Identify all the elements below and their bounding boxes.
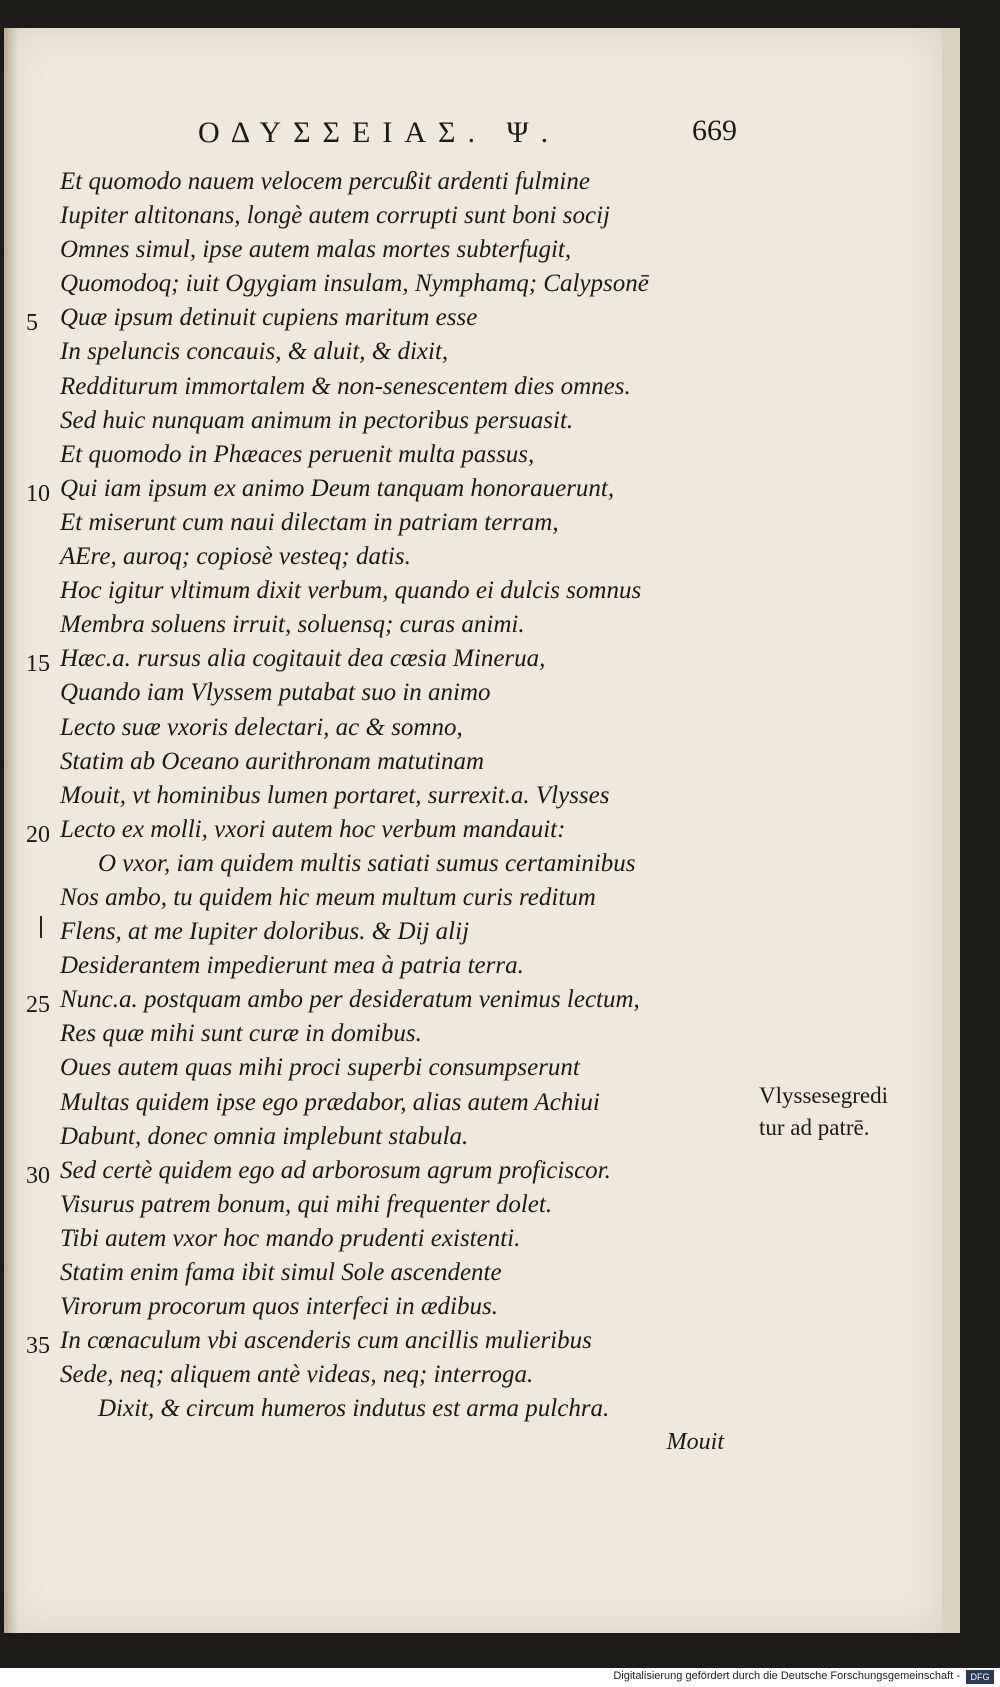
catchword-line <box>4 1429 942 1463</box>
verse-line <box>4 509 942 543</box>
verse-line <box>4 338 942 372</box>
verse-line-text: Statim ab Oceano aurithronam matutinam <box>60 747 485 775</box>
verse-line <box>4 1157 942 1191</box>
verse-line <box>4 407 942 441</box>
verse-line-text: Hoc igitur vltimum dixit verbum, quando ei dulcis somnus <box>60 577 642 605</box>
verse-line <box>4 373 942 407</box>
footer-credit: Digitalisierung gefördert durch die Deutsche Forschungsgemeinschaft - <box>613 1670 960 1682</box>
verse-line-text: Dabunt, donec omnia implebunt stabula. <box>60 1122 469 1150</box>
page-edge <box>942 28 960 1633</box>
verse-line-text: Quando iam Vlyssem putabat suo in animo <box>60 679 491 707</box>
verse-line <box>4 202 942 236</box>
catchword: Mouit <box>666 1429 724 1456</box>
line-number: 25 <box>26 992 50 1019</box>
verse-line-text: Membra soluens irruit, soluensq; curas animi. <box>60 611 525 639</box>
verse-line-text: Virorum procorum quos interfeci in ædibus. <box>60 1293 498 1321</box>
verse-line <box>4 986 942 1020</box>
digitization-footer <box>0 1668 1000 1687</box>
running-head <box>4 116 942 156</box>
line-number: 35 <box>26 1333 50 1360</box>
verse-line-text: Omnes simul, ipse autem malas mortes subterfugit, <box>60 236 572 264</box>
verse-line <box>4 1293 942 1327</box>
verse-line-text: Quomodoq; iuit Ogygiam insulam, Nymphamq; Calypsonē <box>60 270 649 298</box>
verse-line-text: Statim enim fama ibit simul Sole ascendente <box>60 1259 502 1286</box>
verse-line-text: Flens, at me Iupiter doloribus. & Dij alij <box>60 918 470 946</box>
verse-line <box>4 1395 942 1429</box>
margin-note <box>759 1080 919 1144</box>
verse-line-text: Qui iam ipsum ex animo Deum tanquam honorauerunt, <box>60 474 615 502</box>
verse-line-text: Hæc.a. rursus alia cogitauit dea cæsia Minerua, <box>60 645 546 673</box>
verse-line <box>4 1259 942 1293</box>
verse-line-text: Tibi autem vxor hoc mando prudenti existenti. <box>60 1224 521 1252</box>
verse-line-text: Sede, neq; aliquem antè videas, neq; interroga. <box>60 1361 534 1389</box>
verse-line <box>4 850 942 884</box>
verse-line-text: O vxor, iam quidem multis satiati sumus certaminibus <box>98 849 636 877</box>
verse-line-text: AEre, auroq; copiosè vesteq; datis. <box>60 543 411 571</box>
line-number: 5 <box>26 310 38 337</box>
verse-line <box>4 270 942 304</box>
verse-line <box>4 304 942 338</box>
verse-line <box>4 816 942 850</box>
verse-line <box>4 952 942 986</box>
margin-note-line-2: tur ad patrē. <box>759 1115 870 1140</box>
verse-line-text: Dixit, & circum humeros indutus est arma pulchra. <box>98 1395 610 1423</box>
verse-line <box>4 236 942 270</box>
verse-line-text: Et quomodo in Phæaces peruenit multa passus, <box>60 440 535 468</box>
verse-line <box>4 918 942 952</box>
verse-text-block <box>4 168 942 1464</box>
verse-line-text: In cœnaculum vbi ascenderis cum ancillis mulieribus <box>60 1327 592 1355</box>
verse-line-text: In speluncis concauis, & aluit, & dixit, <box>60 338 449 366</box>
verse-line-text: Lecto ex molli, vxori autem hoc verbum mandauit: <box>60 815 566 843</box>
running-head-title: ΟΔΥΣΣΕΙΑΣ. Ψ. <box>198 116 561 149</box>
verse-line-text: Nos ambo, tu quidem hic meum multum curis reditum <box>60 883 596 911</box>
book-page <box>4 28 942 1633</box>
margin-mark <box>40 916 42 938</box>
verse-line-text: Oues autem quas mihi proci superbi consumpserunt <box>60 1054 580 1082</box>
dfg-logo-icon: DFG <box>966 1670 994 1684</box>
verse-line-text: Desiderantem impedierunt mea à patria terra. <box>60 952 524 980</box>
verse-line-text: Sed certè quidem ego ad arborosum agrum proficiscor. <box>60 1156 611 1184</box>
verse-line <box>4 543 942 577</box>
verse-line <box>4 645 942 679</box>
verse-line-text: Mouit, vt hominibus lumen portaret, surrexit.a. Vlysses <box>60 781 610 809</box>
verse-line <box>4 714 942 748</box>
verse-line <box>4 475 942 509</box>
line-number: 30 <box>26 1162 50 1189</box>
verse-line <box>4 1327 942 1361</box>
verse-line <box>4 577 942 611</box>
verse-line <box>4 679 942 713</box>
verse-line-text: Redditurum immortalem & non-senescentem dies omnes. <box>60 372 631 400</box>
verse-line-text: Quæ ipsum detinuit cupiens maritum esse <box>60 304 478 332</box>
verse-line-text: Visurus patrem bonum, qui mihi frequenter dolet. <box>60 1190 553 1218</box>
verse-line <box>4 782 942 816</box>
verse-line-text: Iupiter altitonans, longè autem corrupti sunt boni socij <box>60 202 610 230</box>
verse-line <box>4 441 942 475</box>
line-number: 10 <box>26 480 50 507</box>
verse-line-text: Res quæ mihi sunt curæ in domibus. <box>60 1020 422 1048</box>
verse-line-text: Lecto suæ vxoris delectari, ac & somno, <box>60 713 463 741</box>
verse-line <box>4 748 942 782</box>
verse-line <box>4 1191 942 1225</box>
line-number: 15 <box>26 651 50 678</box>
verse-line-text: Et quomodo nauem velocem percußit ardenti fulmine <box>60 168 590 195</box>
verse-line <box>4 168 942 202</box>
verse-line <box>4 1225 942 1259</box>
verse-line <box>4 1020 942 1054</box>
verse-line <box>4 1361 942 1395</box>
verse-line-text: Nunc.a. postquam ambo per desideratum venimus lectum, <box>60 986 640 1014</box>
verse-line <box>4 611 942 645</box>
verse-line-text: Multas quidem ipse ego prædabor, alias autem Achiui <box>60 1088 600 1116</box>
margin-note-line-1: Vlyssesegredi <box>759 1083 889 1108</box>
page-number: 669 <box>692 114 737 147</box>
verse-line-text: Sed huic nunquam animum in pectoribus persuasit. <box>60 406 574 434</box>
verse-line <box>4 884 942 918</box>
line-number: 20 <box>26 821 50 848</box>
verse-line-text: Et miserunt cum naui dilectam in patriam terram, <box>60 508 559 536</box>
